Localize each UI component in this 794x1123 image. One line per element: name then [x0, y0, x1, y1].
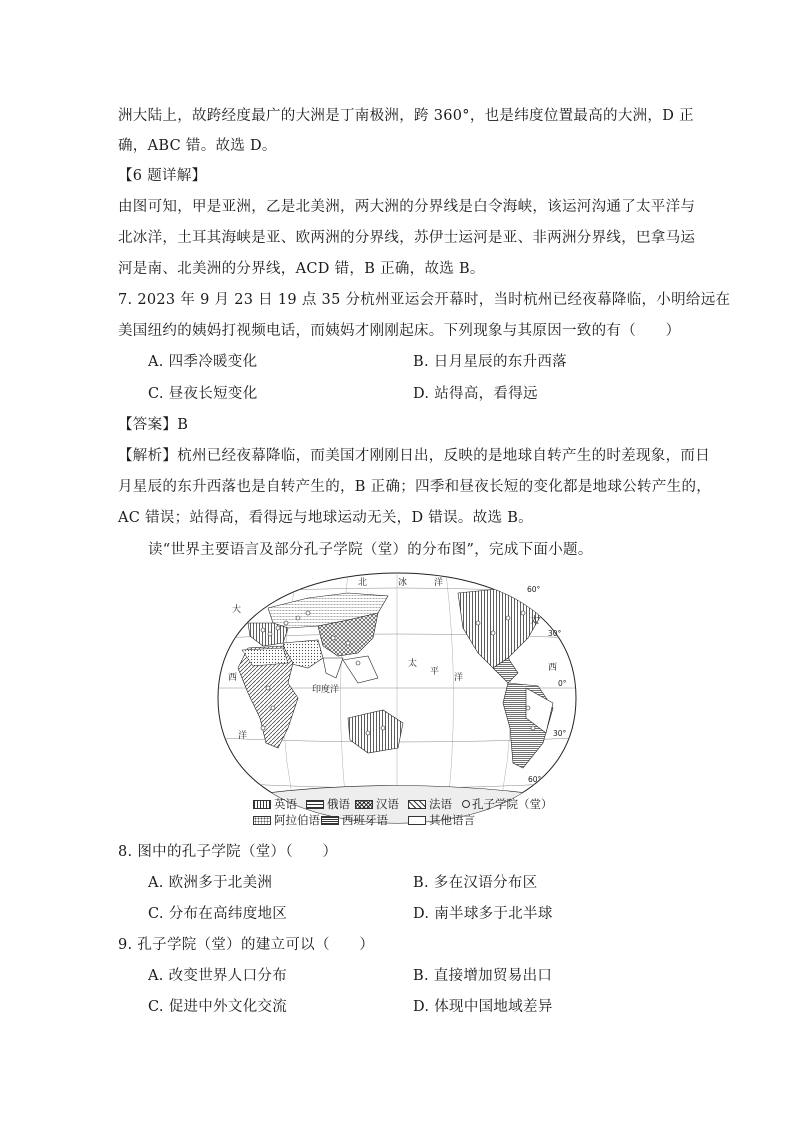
- label-arctic-3: 洋: [434, 578, 444, 588]
- map-intro: 读“世界主要语言及部分孔子学院（堂）的分布图”，完成下面小题。: [148, 542, 593, 558]
- label-pacific-3: 洋: [454, 673, 464, 683]
- other-swatch: [408, 816, 426, 825]
- label-atlantic-e-2: 西: [548, 663, 558, 673]
- confucius-dot-icon: [462, 800, 470, 808]
- label-atlantic-s: 洋: [238, 731, 248, 741]
- label-atlantic-w: 西: [228, 673, 238, 683]
- label-atlantic-n: 大: [232, 605, 242, 615]
- q8-option-c: C. 分布在高纬度地区: [148, 906, 288, 922]
- chinese-swatch: [355, 800, 373, 809]
- label-atlantic-e-1: 太: [530, 616, 540, 626]
- analysis-text: 杭州已经夜幕降临，而美国才刚刚日出，反映的是地球自转产生的时差现象，而日: [177, 448, 710, 464]
- legend-confucius-label: 孔子学院（堂）: [472, 797, 553, 811]
- legend-chinese-label: 汉语: [376, 797, 399, 811]
- p1-line2: 确，ABC 错。故选 D。: [118, 138, 277, 154]
- legend-spanish-label: 西班牙语: [342, 813, 388, 827]
- q7-analysis-line3: AC 错误；站得高，看得远与地球运动无关，D 错误。故选 B。: [118, 510, 533, 526]
- q7-option-b: B. 日月星辰的东升西落: [413, 354, 567, 370]
- q8-option-a: A. 欧洲多于北美洲: [148, 875, 273, 891]
- russian-swatch: [306, 800, 324, 809]
- q7-option-a: A. 四季冷暖变化: [148, 354, 258, 370]
- q7-analysis-line2: 月星辰的东升西落也是自转产生的，B 正确；四季和昼夜长短的变化都是地球公转产生的，: [118, 479, 712, 495]
- q7-option-c: C. 昼夜长短变化: [148, 386, 258, 402]
- legend-russian-label: 俄语: [327, 797, 350, 811]
- legend-spanish: [321, 813, 388, 827]
- legend-french: [408, 797, 452, 811]
- q7-stem-line2: 美国纽约的姨妈打视频电话，而姨妈才刚刚起床。下列现象与其原因一致的有（ ）: [118, 323, 681, 339]
- q7-analysis-line1: [118, 446, 710, 466]
- q6-line1: 由图可知，甲是亚洲，乙是北美洲，两大洲的分界线是白令海峡，该运河沟通了太平洋与: [118, 199, 696, 215]
- lat-label-30n: 30°: [548, 629, 562, 638]
- label-indian-ocean: 印度洋: [312, 685, 340, 695]
- spanish-swatch: [321, 816, 339, 825]
- legend-arabic: [253, 813, 320, 827]
- q7-option-d: D. 站得高，看得远: [413, 386, 538, 402]
- q9-stem: 9. 孔子学院（堂）的建立可以（ ）: [118, 937, 375, 953]
- q8-option-d: D. 南半球多于北半球: [413, 906, 553, 922]
- label-pacific-2: 平: [430, 667, 440, 677]
- world-map-svg: [208, 568, 586, 828]
- legend-english-label: 英语: [274, 797, 297, 811]
- legend-other-label: 其他语言: [429, 813, 475, 827]
- arabic-swatch: [253, 816, 271, 825]
- q9-option-c: C. 促进中外文化交流: [148, 999, 288, 1015]
- legend-confucius: [462, 797, 553, 811]
- world-language-map: [208, 568, 586, 828]
- lat-label-0: 0°: [558, 679, 567, 688]
- legend-english: [253, 797, 297, 811]
- q9-option-d: D. 体现中国地域差异: [413, 999, 553, 1015]
- q8-stem: 8. 图中的孔子学院（堂）（ ）: [118, 844, 338, 860]
- analysis-label: 【解析】: [118, 448, 178, 464]
- q9-option-a: A. 改变世界人口分布: [148, 968, 287, 984]
- q6-header: 【6 题详解】: [118, 168, 207, 184]
- legend-chinese: [355, 797, 399, 811]
- q6-line3: 河是南、北美洲的分界线，ACD 错，B 正确，故选 B。: [118, 261, 485, 277]
- legend-french-label: 法语: [429, 797, 452, 811]
- q9-option-b: B. 直接增加贸易出口: [413, 968, 553, 984]
- french-swatch: [408, 800, 426, 809]
- lat-label-30s: 30°: [553, 729, 567, 738]
- legend-arabic-label: 阿拉伯语: [274, 813, 320, 827]
- q8-option-b: B. 多在汉语分布区: [413, 875, 538, 891]
- legend-russian: [306, 797, 350, 811]
- q6-line2: 北冰洋，土耳其海峡是亚、欧两洲的分界线，苏伊士运河是亚、非两洲分界线，巴拿马运: [118, 230, 696, 246]
- label-pacific-1: 太: [408, 659, 418, 669]
- lat-label-60n: 60°: [527, 585, 541, 594]
- label-arctic-2: 冰: [398, 578, 408, 588]
- label-arctic-1: 北: [358, 578, 368, 588]
- q7-answer: 【答案】B: [118, 417, 189, 433]
- english-swatch: [253, 800, 271, 809]
- legend-other: [408, 813, 475, 827]
- lat-label-60s: 60°: [528, 775, 542, 784]
- p1-line1: 洲大陆上，故跨经度最广的大洲是丁南极洲，跨 360°，也是纬度位置最高的大洲，D 正: [118, 108, 694, 124]
- q7-stem-line1: 7. 2023 年 9 月 23 日 19 点 35 分杭州亚运会开幕时，当时杭州已经夜幕降临，小明给远在: [118, 292, 731, 308]
